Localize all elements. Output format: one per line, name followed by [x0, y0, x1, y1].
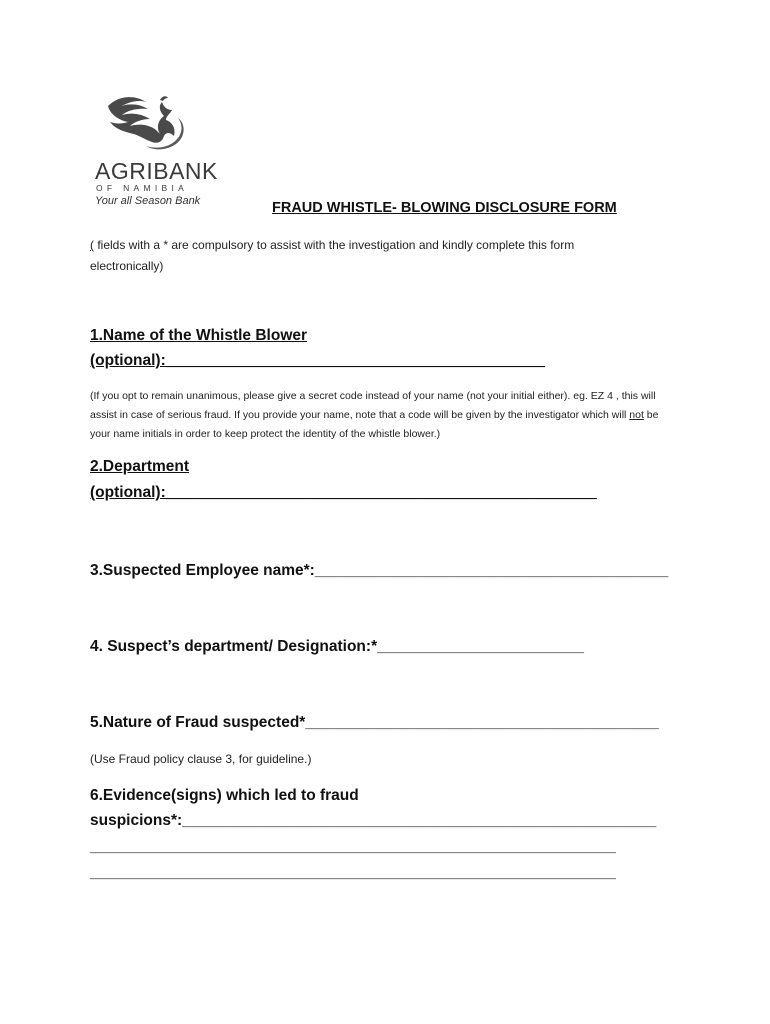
- q1-note-not: not: [629, 409, 644, 421]
- intro-body: fields with a * are compulsory to assist with the investigation and kindly complete this form electronically): [90, 238, 575, 273]
- q3-input-line[interactable]: 3.Suspected Employee name*:_________________________________________: [90, 562, 669, 579]
- q5-note: (Use Fraud policy clause 3, for guideline.): [90, 752, 312, 766]
- q6-input-line-2[interactable]: _____________________________________________________________: [90, 838, 616, 855]
- q4-input-line[interactable]: 4. Suspect’s department/ Designation:*________________________: [90, 638, 584, 655]
- q1-note-b: be your name initials in order to keep protect the identity of the whistle blower.): [90, 409, 659, 440]
- logo-brand-sub: OF NAMIBIA: [96, 183, 189, 193]
- q2-input-line[interactable]: (optional):__________________________________________________: [90, 484, 597, 501]
- q6-input-line-1[interactable]: suspicions*:_______________________________________________________: [90, 812, 657, 829]
- eagle-emblem-icon: [100, 92, 200, 160]
- q5-input-line[interactable]: 5.Nature of Fraud suspected*_________________________________________: [90, 714, 659, 731]
- agribank-logo: [92, 92, 222, 214]
- logo-tagline: Your all Season Bank: [95, 195, 201, 207]
- q1-note: [90, 387, 680, 444]
- form-title: FRAUD WHISTLE- BLOWING DISCLOSURE FORM: [272, 200, 617, 216]
- q1-input-line[interactable]: (optional):____________________________________________: [90, 352, 546, 369]
- q2-label: 2.Department: [90, 458, 190, 475]
- logo-brand-name: AGRIBANK: [95, 158, 218, 184]
- intro-text: [90, 235, 650, 277]
- q1-note-a: (If you opt to remain unanimous, please give a secret code instead of your name (not your initial either). eg. EZ 4 , this will assist in case of serious fraud. If you provide your name, note that a code will be given by the investigator which will: [90, 390, 656, 421]
- q1-label: 1.Name of the Whistle Blower: [90, 327, 308, 344]
- q6-input-line-3[interactable]: _____________________________________________________________: [90, 864, 616, 881]
- intro-paren: (: [90, 238, 94, 252]
- q6-label: 6.Evidence(signs) which led to fraud: [90, 787, 359, 804]
